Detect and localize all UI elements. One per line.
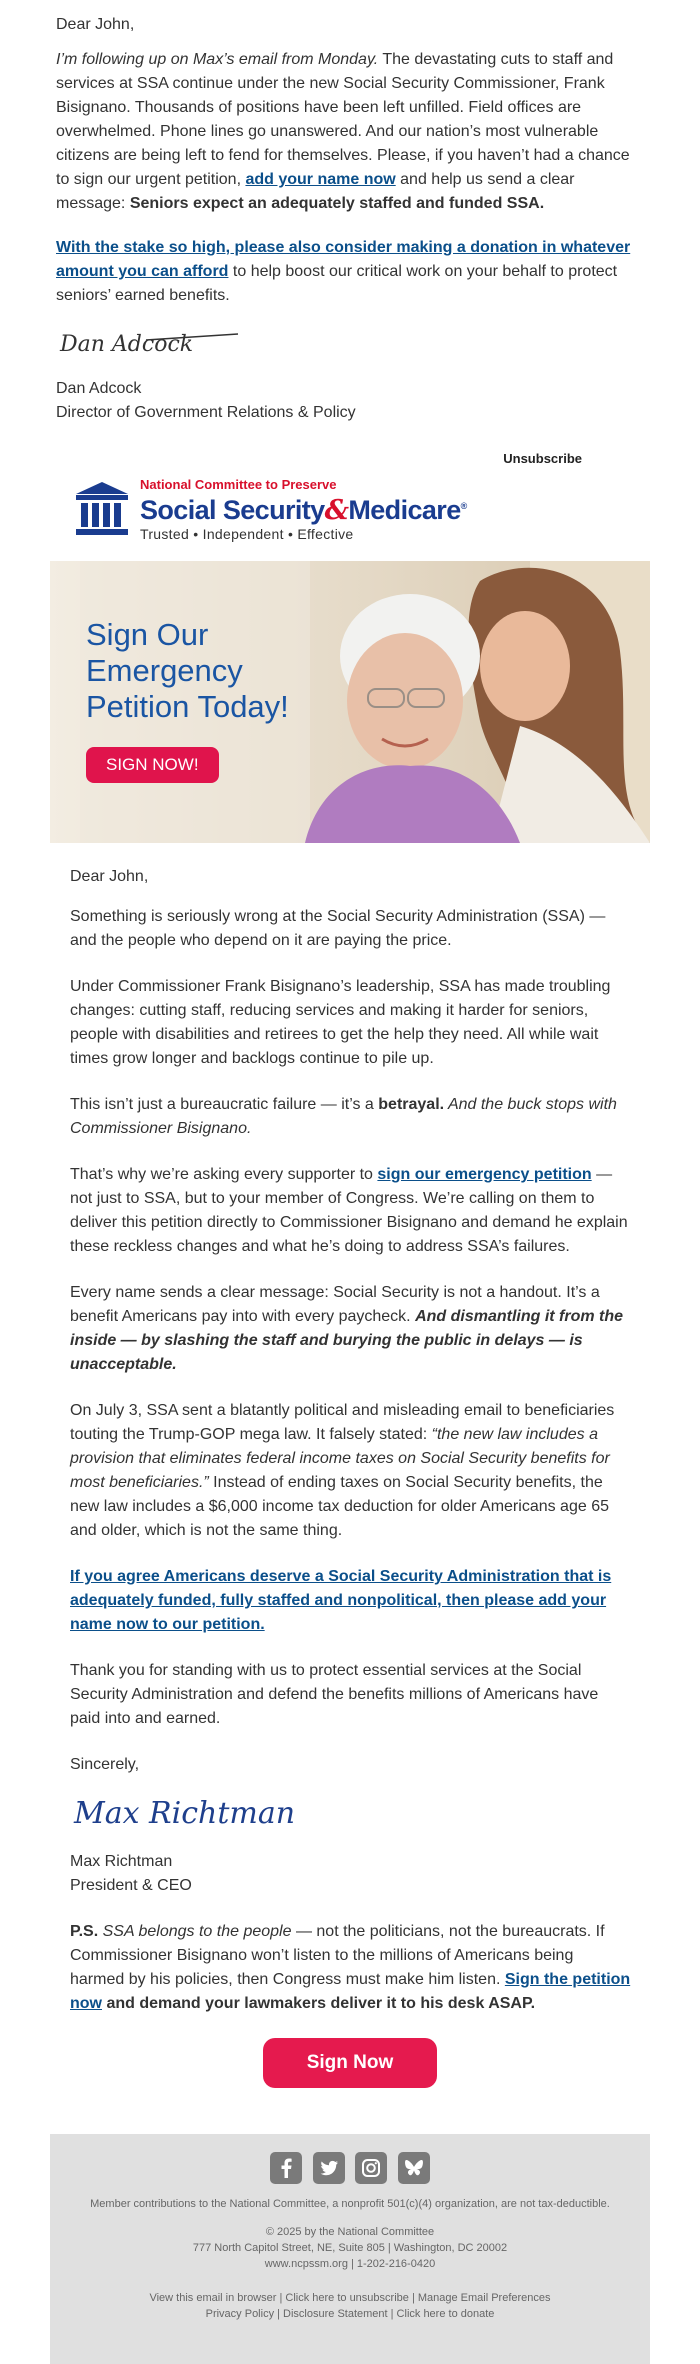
address: 777 North Capitol Street, NE, Suite 805 | Washington, DC 20002 xyxy=(192,2242,508,2254)
unsubscribe-link[interactable]: Unsubscribe xyxy=(503,451,582,466)
footer-links-1[interactable]: View this email in browser | Click here to unsubscribe | Manage Email Preferences xyxy=(149,2292,551,2304)
signature-image xyxy=(70,1787,330,1837)
letter-paragraph: Thank you for standing with us to protect essential services at the Social Security Administration and defend the benefits millions of Americans have paid into and earned. xyxy=(70,1662,599,1727)
logo-line2: Social Security&Medicare® xyxy=(140,495,467,526)
twitter-icon[interactable] xyxy=(313,2152,345,2184)
add-name-petition-link[interactable]: If you agree Americans deserve a Social Security Administration that is adequately funded, fully staffed and nonpolitical, then please add your name now to our petition. xyxy=(70,1568,612,1633)
followup-message xyxy=(0,0,700,425)
signature-image xyxy=(56,322,246,362)
petition-letter xyxy=(0,843,700,2016)
signer-name: Dan Adcock xyxy=(56,380,142,397)
letter-paragraph: On July 3, SSA sent a blatantly political and misleading email to beneficiaries touting the Trump-GOP mega law. It falsely stated: “the new law includes a provision that eliminates federal income taxes on Social Security benefits for most beneficiaries.” Instead of ending taxes on Social Security benefits, the new law includes a $6,000 income tax deduction for older Americans age 65 and older, which is not the same thing. xyxy=(70,1402,615,1539)
signature-dan-adcock xyxy=(56,322,644,367)
ncpssm-logo xyxy=(72,478,700,542)
footer-links-2[interactable]: Privacy Policy | Disclosure Statement | Click here to donate xyxy=(205,2308,495,2320)
signer-name: Max Richtman xyxy=(70,1853,173,1870)
sign-now-hero-button[interactable]: SIGN NOW! xyxy=(86,747,219,783)
footer xyxy=(50,2134,650,2364)
sign-petition-ps-link[interactable]: Sign the petition now xyxy=(70,1971,631,2012)
social-links xyxy=(50,2134,650,2184)
hero-title: Sign Our Emergency Petition Today! xyxy=(86,617,289,724)
postscript: P.S. SSA belongs to the people — not the politicians, not the bureaucrats. If Commissioner Bisignano won’t listen to the millions of Americans being harmed by his policies, then Congress must make him listen. Sign the petition now and demand your lawmakers deliver it to his desk ASAP. xyxy=(70,1923,631,2012)
add-name-link[interactable]: add your name now xyxy=(245,171,396,188)
instagram-icon[interactable] xyxy=(355,2152,387,2184)
sign-now-button[interactable]: Sign Now xyxy=(263,2038,437,2088)
signer-title: President & CEO xyxy=(70,1877,192,1894)
sign-petition-link[interactable]: sign our emergency petition xyxy=(377,1166,592,1183)
logo-line1: National Committee to Preserve xyxy=(140,477,337,492)
letter-paragraph: That’s why we’re asking every supporter to sign our emergency petition — not just to SSA, but to your member of Congress. We’re calling on them to deliver this petition directly to Commissioner Bisignano and demand he explain these reckless changes and what he’s doing to address SSA’s failures. xyxy=(70,1166,628,1255)
letter-paragraph: Something is seriously wrong at the Social Security Administration (SSA) — and the people who depend on it are paying the price. xyxy=(70,908,606,949)
svg-text:Max Richtman: Max Richtman xyxy=(74,1796,296,1831)
letter-paragraph: Under Commissioner Frank Bisignano’s leadership, SSA has made troubling changes: cutting staff, reducing services and making it harder for seniors, people with disabilities and retirees to get the help they need. All while wait times grow longer and backlogs continue to pile up. xyxy=(70,978,611,1067)
letter-paragraph xyxy=(70,1565,632,1637)
capitol-columns-icon xyxy=(72,480,132,538)
bluesky-icon[interactable] xyxy=(398,2152,430,2184)
letter-paragraph: Every name sends a clear message: Social Security is not a handout. It’s a benefit Americans pay into with every paycheck. And dismantling it from the inside — by slashing the staff and burying the public in delays — is unacceptable. xyxy=(70,1284,624,1373)
greeting: Dear John, xyxy=(56,16,135,33)
donation-paragraph: With the stake so high, please also consider making a donation in whatever amount you can afford to help boost our critical work on your behalf to protect seniors’ earned benefits. xyxy=(56,239,631,304)
donation-link[interactable]: With the stake so high, please also consider making a donation in whatever amount you can afford xyxy=(56,239,631,280)
letter-paragraph: This isn’t just a bureaucratic failure — it’s a betrayal. And the buck stops with Commissioner Bisignano. xyxy=(70,1096,617,1137)
signer-title: Director of Government Relations & Policy xyxy=(56,404,356,421)
tax-disclaimer: Member contributions to the National Committee, a nonprofit 501(c)(4) organization, are not tax-deductible. xyxy=(90,2198,610,2210)
hero-banner[interactable] xyxy=(50,561,650,843)
signature-max-richtman xyxy=(70,1787,632,1842)
svg-text:Dan Adcock: Dan Adcock xyxy=(60,332,194,357)
facebook-icon[interactable] xyxy=(270,2152,302,2184)
closing: Sincerely, xyxy=(70,1756,140,1773)
letter-greeting: Dear John, xyxy=(70,868,149,885)
logo-tagline: Trusted • Independent • Effective xyxy=(140,526,354,542)
contact-info[interactable]: www.ncpssm.org | 1-202-216-0420 xyxy=(264,2258,436,2270)
followup-paragraph: I’m following up on Max’s email from Monday. The devastating cuts to staff and services at SSA continue under the new Social Security Commissioner, Frank Bisignano. Thousands of positions have been left unfilled. Field offices are overwhelmed. Phone lines go unanswered. And our nation’s most vulnerable citizens are being left to fend for themselves. Please, if you haven’t had a chance to sign our urgent petition, add your name now and help us send a clear message: Seniors expect an adequately staffed and funded SSA. xyxy=(56,51,630,212)
copyright: © 2025 by the National Committee xyxy=(265,2226,435,2238)
